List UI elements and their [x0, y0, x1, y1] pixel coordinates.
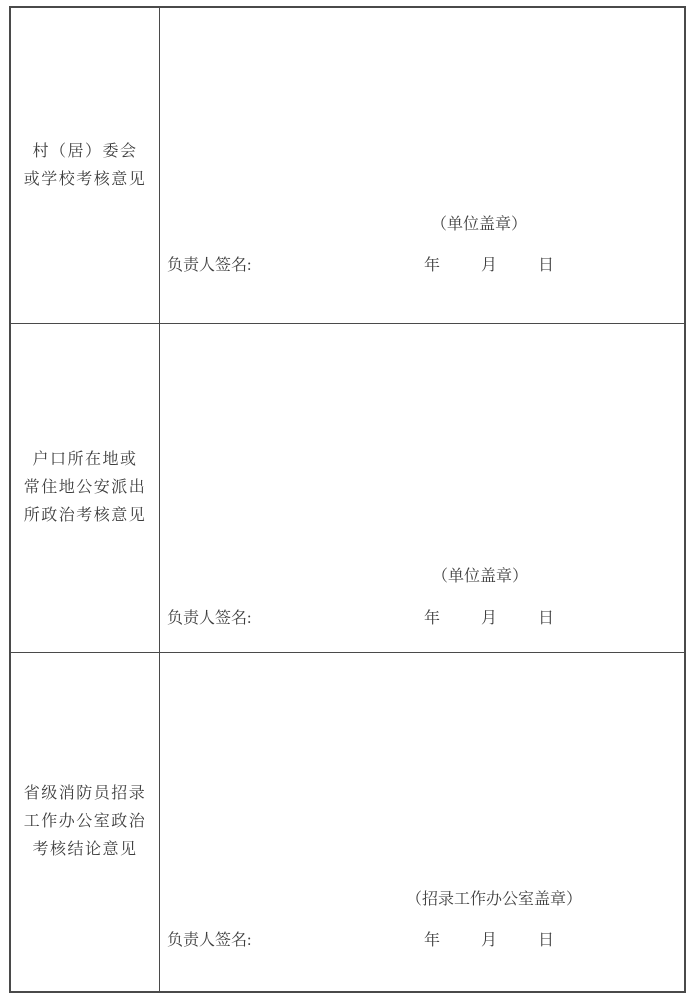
row2-label-line-3: 所政治考核意见	[23, 507, 147, 524]
row3-label-line-2: 工作办公室政治	[23, 813, 147, 830]
row3-date-day-label: 日	[538, 932, 555, 949]
row3-office-stamp-note: （招录工作办公室盖章）	[406, 891, 583, 908]
row3-signer-label: 负责人签名:	[167, 932, 252, 949]
row1-date-day-label: 日	[538, 257, 555, 274]
row1-signature-line	[160, 257, 684, 277]
row3-label-cell	[11, 653, 160, 991]
row1-date-month-label: 月	[481, 257, 498, 274]
row3-opinion-area	[160, 653, 684, 991]
row1-unit-stamp-note: （单位盖章）	[431, 216, 528, 233]
row2-signature-line	[160, 610, 684, 630]
row3-date-month-label: 月	[481, 932, 498, 949]
row2-label-line-2: 常住地公安派出	[23, 479, 147, 496]
row1-label-line-1: 村（居）委会	[32, 142, 138, 160]
row2-date-day-label: 日	[538, 610, 555, 627]
row1-label-line-2: 或学校考核意见	[23, 170, 147, 188]
row3-signature-line	[160, 932, 684, 952]
row2-label-cell	[11, 324, 160, 653]
row2-opinion-area	[160, 324, 684, 653]
row2-unit-stamp-note: （单位盖章）	[432, 568, 529, 585]
row1-opinion-area	[160, 8, 684, 324]
row2-signer-label: 负责人签名:	[167, 610, 252, 627]
row3-label-line-1: 省级消防员招录	[23, 785, 147, 802]
row3-date-year-label: 年	[424, 932, 441, 949]
assessment-table	[9, 6, 686, 993]
row2-label-line-1: 户口所在地或	[32, 451, 138, 468]
row1-label-cell	[11, 8, 160, 324]
row2-date-year-label: 年	[424, 610, 441, 627]
row3-label-line-3: 考核结论意见	[32, 841, 138, 858]
row2-date-month-label: 月	[481, 610, 498, 627]
row1-signer-label: 负责人签名:	[167, 257, 252, 274]
row1-date-year-label: 年	[424, 257, 441, 274]
